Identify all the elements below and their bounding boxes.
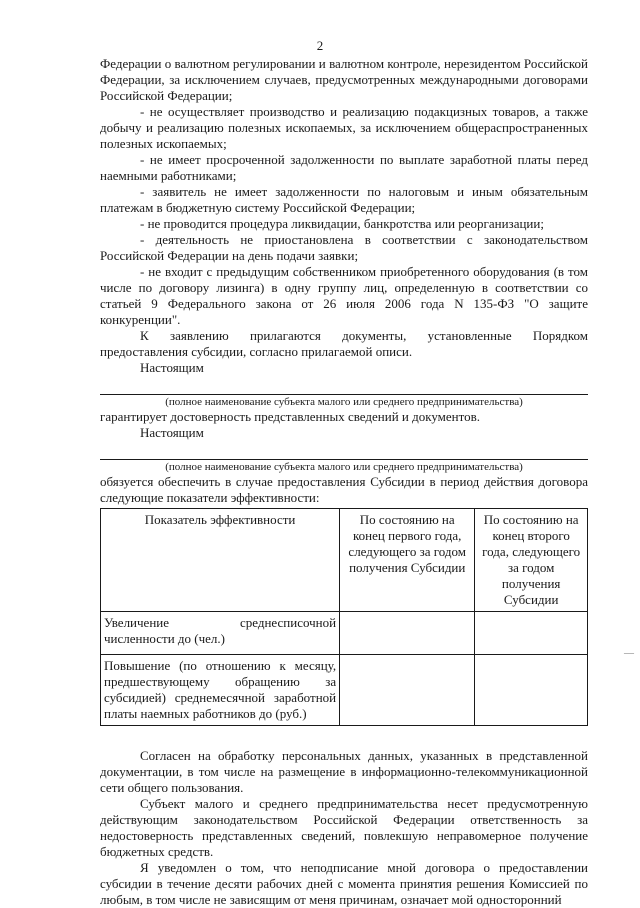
- paragraph: Согласен на обработку персональных данных, указанных в представленной документации, в том числе на размещение в информационно-телекоммуникационной сети общего пользования.: [100, 748, 588, 795]
- organization-name-blank[interactable]: [100, 441, 588, 460]
- paragraph: К заявлению прилагаются документы, установленные Порядком предоставления субсидии, согласно прилагаемой описи.: [100, 328, 588, 359]
- paragraph: - не входит с предыдущим собственником приобретенного оборудования (в том числе по договору лизинга) в одну группу лиц, определенную в соответствии со статьей 9 Федерального закона от 26 июля 2006 года N 135-ФЗ "О защите конкуренции".: [100, 264, 588, 327]
- organization-name-caption: (полное наименование субъекта малого или среднего предпринимательства): [165, 396, 523, 408]
- table-header-row: [101, 509, 588, 612]
- paragraph: - не проводится процедура ликвидации, банкротства или реорганизации;: [140, 216, 544, 231]
- page-number: 2: [316, 38, 324, 53]
- table-header-cell: По состоянию на конец второго года, следующего за годом получения Субсидии: [475, 509, 588, 612]
- paragraph: - деятельность не приостановлена в соответствии с законодательством Российской Федерации на день подачи заявки;: [100, 232, 588, 263]
- indicator-cell: Увеличение среднесписочной численности до (чел.): [101, 612, 340, 655]
- obligation-text: обязуется обеспечить в случае предоставления Субсидии в период действия договора следующие показатели эффективности:: [100, 474, 588, 505]
- table-header-cell: Показатель эффективности: [101, 509, 340, 612]
- guarantee-lead: Настоящим: [140, 360, 204, 375]
- guarantee-text: гарантирует достоверность представленных сведений и документов.: [100, 409, 481, 424]
- paragraph: - не осуществляет производство и реализацию подакцизных товаров, а также добычу и реализацию полезных ископаемых, за исключением общераспространенных полезных ископаемых;: [100, 104, 588, 151]
- paragraph: Федерации о валютном регулировании и валютном контроле, нерезидентом Российской Федерации, за исключением случаев, предусмотренных международными договорами Российской Федерации;: [100, 56, 588, 103]
- table-header-cell: По состоянию на конец первого года, следующего за годом получения Субсидии: [340, 509, 475, 612]
- efficiency-indicators-table: [100, 508, 588, 726]
- paragraph: Субъект малого и среднего предпринимательства несет предусмотренную действующим законодательством Российской Федерации ответственность за недостоверность представленных сведений, повлекшую неправомерное получение бюджетных средств.: [100, 796, 588, 859]
- indicator-cell: Повышение (по отношению к месяцу, предшествующему обращению за субсидией) среднемесячной заработной платы наемных работников до (руб.): [101, 655, 340, 726]
- document-body: [100, 56, 588, 908]
- paragraph: - не имеет просроченной задолженности по выплате заработной платы перед наемными работниками;: [100, 152, 588, 183]
- obligation-lead: Настоящим: [140, 425, 204, 440]
- organization-name-blank[interactable]: [100, 376, 588, 395]
- organization-name-caption: (полное наименование субъекта малого или среднего предпринимательства): [165, 461, 523, 473]
- value-cell-year-1[interactable]: [340, 655, 475, 726]
- edge-mark: —: [624, 648, 634, 659]
- value-cell-year-1[interactable]: [340, 612, 475, 655]
- spacer: [100, 726, 588, 748]
- paragraph: Я уведомлен о том, что неподписание мной договора о предоставлении субсидии в течение десяти рабочих дней с момента принятия решения Комиссией по любым, в том числе не зависящим от меня причинам, означает мой односторонний: [100, 860, 588, 907]
- paragraph: - заявитель не имеет задолженности по налоговым и иным обязательным платежам в бюджетную систему Российской Федерации;: [100, 184, 588, 215]
- table-row: [101, 612, 588, 655]
- value-cell-year-2[interactable]: [475, 612, 588, 655]
- value-cell-year-2[interactable]: [475, 655, 588, 726]
- table-row: [101, 655, 588, 726]
